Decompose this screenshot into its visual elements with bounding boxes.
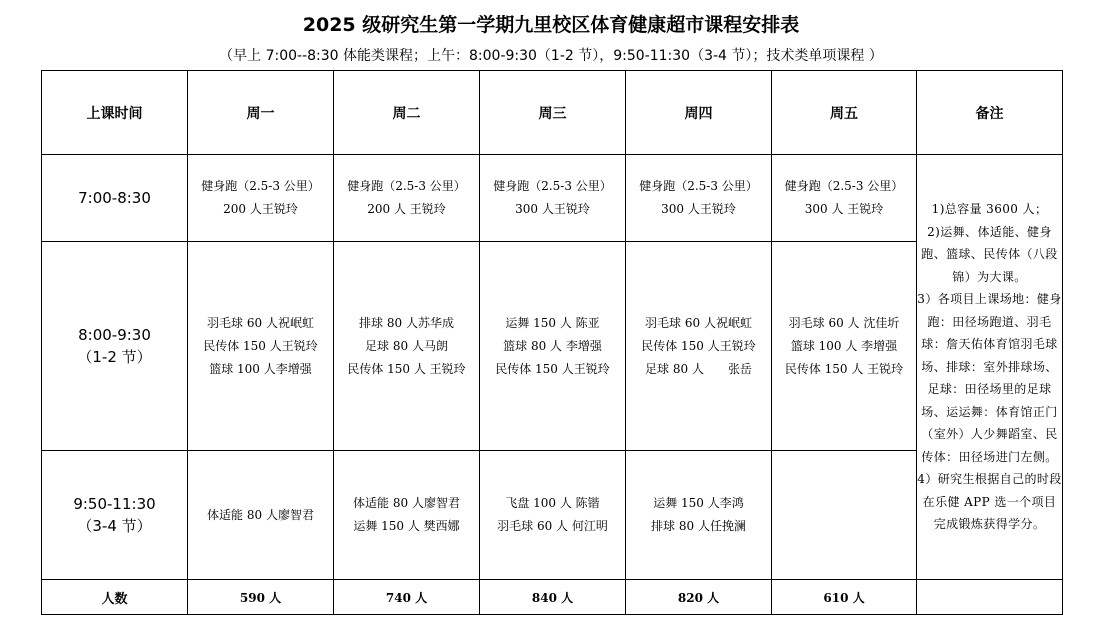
row-period-1-2	[42, 242, 1063, 451]
time-cell	[42, 155, 188, 242]
course-cell-thu	[626, 451, 772, 580]
cell-line: 羽毛球 60 人祝岷虹	[207, 315, 314, 330]
header-friday: 周五	[772, 71, 917, 155]
cell-line: 飞盘 100 人 陈锴	[505, 496, 600, 510]
cell-line: 健身跑（2.5-3 公里）	[639, 179, 758, 193]
notes-cell-blank	[917, 580, 1063, 615]
course-cell-mon	[188, 242, 334, 451]
cell-line: 民传体 150 人王锐玲	[203, 338, 318, 353]
row-morning	[42, 155, 1063, 242]
note-paragraph: 1)总容量 3600 人；	[931, 202, 1048, 217]
total-wed: 840 人	[480, 580, 626, 615]
course-cell-fri	[772, 242, 917, 451]
note-paragraph: 3）各项目上课场地：健身跑：田径场跑道、羽毛球：詹天佑体育馆羽毛球场、排球：室外排球场、足球：田径场里的足球场、运运舞：体育馆正门（室外）人少舞蹈室、民传体：田径场进门左侧。	[917, 292, 1062, 464]
course-cell-wed	[480, 451, 626, 580]
row-totals	[42, 580, 1063, 615]
header-tuesday: 周二	[334, 71, 480, 155]
cell-line: 300 人王锐玲	[515, 202, 590, 216]
total-thu: 820 人	[626, 580, 772, 615]
time-cell	[42, 242, 188, 451]
course-cell-tue	[334, 451, 480, 580]
cell-line: 300 人王锐玲	[661, 202, 736, 216]
course-cell-wed	[480, 155, 626, 242]
course-cell-thu	[626, 155, 772, 242]
cell-line: 运舞 150 人李鸿	[653, 496, 744, 510]
cell-line: 200 人王锐玲	[223, 202, 298, 216]
cell-line: 健身跑（2.5-3 公里）	[201, 179, 320, 193]
course-cell-tue	[334, 242, 480, 451]
cell-line: 健身跑（2.5-3 公里）	[784, 179, 904, 193]
total-fri: 610 人	[772, 580, 917, 615]
cell-line: 8:00-9:30	[78, 326, 151, 344]
time-cell	[42, 451, 188, 580]
cell-line: 健身跑（2.5-3 公里）	[347, 179, 466, 193]
header-time: 上课时间	[42, 71, 188, 155]
note-paragraph: 2)运舞、体适能、健身跑、篮球、民传体（八段锦）为大课。	[921, 224, 1058, 284]
header-wednesday: 周三	[480, 71, 626, 155]
schedule-table	[41, 70, 1063, 615]
cell-line: 运舞 150 人 樊西娜	[353, 519, 460, 533]
cell-line: 篮球 80 人 李增强	[503, 338, 602, 353]
header-row	[42, 71, 1063, 155]
cell-line: 足球 80 人马朗	[365, 338, 448, 353]
cell-line: 民传体 150 人 王锐玲	[784, 361, 904, 376]
cell-line: 排球 80 人苏华成	[359, 315, 454, 330]
cell-line: 运舞 150 人 陈亚	[505, 315, 600, 330]
page-subtitle: （早上 7:00--8:30 体能类课程；上午：8:00-9:30（1-2 节），9:50-11:30（3-4 节）；技术类单项课程 ）	[219, 48, 883, 64]
course-cell-tue	[334, 155, 480, 242]
cell-line: 体适能 80 人廖智君	[207, 507, 314, 522]
totals-label: 人数	[42, 580, 188, 615]
cell-line: 排球 80 人任挽澜	[651, 519, 746, 533]
course-cell-fri	[772, 155, 917, 242]
cell-line: 篮球 100 人 李增强	[790, 338, 898, 353]
cell-line: 羽毛球 60 人祝岷虹	[645, 315, 752, 330]
cell-line: 9:50-11:30	[73, 495, 156, 513]
cell-line: 体适能 80 人廖智君	[353, 496, 460, 510]
cell-line: 羽毛球 60 人 何江明	[497, 519, 608, 533]
cell-line: 篮球 100 人李增强	[209, 361, 312, 376]
total-mon: 590 人	[188, 580, 334, 615]
cell-line: 羽毛球 60 人 沈佳圻	[788, 315, 900, 330]
course-cell-mon	[188, 451, 334, 580]
cell-line: 7:00-8:30	[78, 189, 151, 207]
cell-line: 民传体 150 人王锐玲	[495, 361, 610, 376]
total-tue: 740 人	[334, 580, 480, 615]
cell-line: 民传体 150 人王锐玲	[641, 338, 756, 353]
cell-line: 健身跑（2.5-3 公里）	[493, 179, 612, 193]
cell-line: （1-2 节）	[77, 348, 152, 366]
header-monday: 周一	[188, 71, 334, 155]
header-notes: 备注	[917, 71, 1063, 155]
note-paragraph: 4）研究生根据自己的时段在乐健 APP 选一个项目完成锻炼获得学分。	[917, 472, 1062, 532]
course-cell-fri	[772, 451, 917, 580]
notes-cell	[917, 155, 1063, 580]
row-period-3-4	[42, 451, 1063, 580]
course-cell-thu	[626, 242, 772, 451]
cell-line: 300 人 王锐玲	[804, 202, 884, 216]
course-cell-wed	[480, 242, 626, 451]
cell-line: 200 人 王锐玲	[367, 202, 446, 216]
header-thursday: 周四	[626, 71, 772, 155]
cell-line: 足球 80 人 张岳	[645, 361, 752, 376]
course-cell-mon	[188, 155, 334, 242]
cell-line: 民传体 150 人 王锐玲	[347, 361, 466, 376]
cell-line: （3-4 节）	[77, 517, 152, 535]
page-title: 2025 级研究生第一学期九里校区体育健康超市课程安排表	[302, 14, 800, 36]
